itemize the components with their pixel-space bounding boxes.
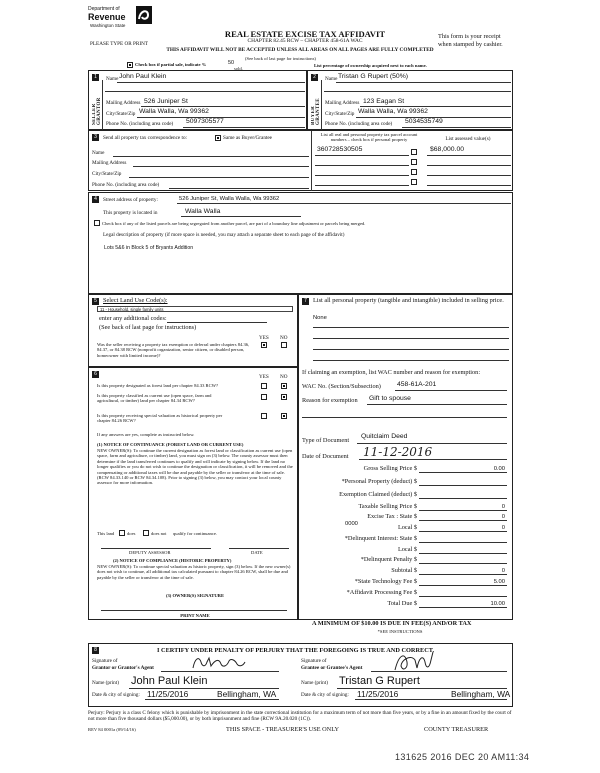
print-name-label: PRINT NAME <box>180 613 210 618</box>
seller-name[interactable]: John Paul Klein <box>119 73 167 80</box>
partial-sale-value[interactable]: 50 <box>228 60 235 66</box>
total-due-value[interactable]: 10.00 <box>490 601 505 607</box>
dept-line1: Department of <box>88 6 120 12</box>
tech-fee-value[interactable]: 5.00 <box>493 579 505 585</box>
dor-logo <box>88 6 158 34</box>
perjury-notice: Perjury: Perjury is a class C felony which is punishable by imprisonment in the state correctional institution for a maximum term of not more than five years, or by a fine in an amount fixed by the court of not more than five thousand dollars ($5,000.00), or by both imprisonment and fine (RCW 9A.20.020 (1C)). <box>88 710 512 723</box>
grantee-date-label: Date & city of signing: <box>301 692 349 698</box>
rev-code: REV 84 0001a (09/14/16) <box>88 727 136 732</box>
section-4-badge: 4 <box>92 196 99 203</box>
certify-statement: I CERTIFY UNDER PENALTY OF PERJURY THAT THE FOREGOING IS TRUE AND CORRECT. <box>157 647 435 654</box>
forest-yes-label: YES <box>259 374 269 380</box>
section-8-badge: 8 <box>92 647 99 654</box>
same-as-buyer-checkbox[interactable] <box>215 135 221 141</box>
section-6-badge: 6 <box>92 371 99 378</box>
forest-q3: Is this property receiving special valuation as historical property per chapter 84.26 RCW? <box>97 413 223 424</box>
doc-date-label: Date of Document <box>302 453 349 460</box>
subtotal-label: Subtotal $ <box>391 567 417 574</box>
buyer-mailing[interactable]: 123 Eagan St <box>363 98 405 105</box>
grantor-sig-label-1: Signature of <box>92 658 118 664</box>
land-does-not-label: does not <box>151 531 167 536</box>
personal-deduct-label: *Personal Property (deduct) $ <box>341 478 417 485</box>
partial-sale-label: Check box if partial sale, indicate % <box>135 62 207 67</box>
legal-description[interactable]: Lots 5&6 in Block 5 of Bryants Addition <box>104 245 194 251</box>
wac-value[interactable]: 458-61A-201 <box>397 381 437 388</box>
receipt-note-1: This form is your receipt <box>438 33 501 40</box>
gross-value[interactable]: 0.00 <box>493 466 505 472</box>
land-does-not-checkbox[interactable] <box>143 530 149 536</box>
buyer-phone-label: Phone No. (including area code) <box>325 121 393 127</box>
street-label: Street address of property: <box>103 197 158 203</box>
parcel-header: List all real and personal property tax parcel account numbers – check box if personal property <box>320 132 418 143</box>
grantee-sig-label-1: Signature of <box>301 658 327 664</box>
forest-if-yes: If any answers are yes, complete as instructed below. <box>97 432 195 437</box>
grantor-date-label: Date & city of signing: <box>92 692 140 698</box>
legal-label: Legal description of property (if more space is needed, you may attach a separate sheet to each page of the affidavit) <box>103 232 345 238</box>
seller-city-label: City/State/Zip <box>106 111 136 117</box>
section-2-buyer <box>307 70 513 130</box>
instructions-note: (See back of last page for instructions) <box>245 56 316 61</box>
seller-phone[interactable]: 5097305577 <box>186 118 224 125</box>
buyer-phone[interactable]: 5034535749 <box>405 118 443 125</box>
grantee-city[interactable]: Bellingham, WA <box>451 689 511 699</box>
forest-q1: Is this property designated as forest land per chapter 84.33 RCW? <box>97 383 219 388</box>
forest-q3-yes-checkbox[interactable] <box>261 413 267 419</box>
tax-city-label: City/State/Zip <box>92 171 122 177</box>
located-value[interactable]: Walla Walla <box>185 208 221 215</box>
local2-label: Local $ <box>397 546 417 553</box>
section-7-right <box>298 294 513 620</box>
land-use-label: Select Land Use Code(s): <box>103 297 168 304</box>
forest-q2-no-checkbox[interactable] <box>281 394 287 400</box>
forest-q2-yes-checkbox[interactable] <box>261 394 267 400</box>
receipt-note-2: when stamped by cashier. <box>438 41 503 48</box>
section-5-land-use <box>88 294 298 367</box>
owner-sig-label: (3) OWNER(S) SIGNATURE <box>165 593 225 598</box>
grantee-date[interactable]: 11/25/2016 <box>357 689 399 699</box>
parcel-2-personal-checkbox[interactable] <box>411 159 417 165</box>
personal-property-label: List all personal property (tangible and intangible) included in selling price. <box>313 297 504 304</box>
buyer-name-label: Name <box>325 76 338 82</box>
grantor-sig-label-2: Grantor or Grantor's Agent <box>92 665 154 671</box>
segregated-label: Check box if any of the listed parcels are being segregated from another parcel, are part of a boundary line adjustment or parcels being merged. <box>102 221 366 226</box>
land-use-see-back: (See back of last page for instructions) <box>99 324 197 331</box>
form-chapter: CHAPTER 82.45 RCW – CHAPTER 458-61A WAC <box>247 38 363 44</box>
taxable-label: Taxable Selling Price $ <box>358 503 417 510</box>
doc-date-value[interactable]: 11-12-2016 <box>363 445 433 459</box>
doc-type-label: Type of Document <box>302 437 350 444</box>
grantee-sig-label-2: Grantee or Grantee's Agent <box>301 665 363 671</box>
doc-type-value[interactable]: Quitclaim Deed <box>361 433 408 440</box>
section-4-property <box>88 192 513 294</box>
dor-logo-icon <box>136 6 152 24</box>
parcel-1-personal-checkbox[interactable] <box>411 149 417 155</box>
partial-sale-checkbox[interactable] <box>127 62 133 68</box>
tax-name-label: Name <box>92 150 105 156</box>
section-1-badge: 1 <box>92 74 99 81</box>
wac-label: WAC No. (Section/Subsection) <box>302 383 381 390</box>
tech-fee-label: *State Technology Fee $ <box>354 578 417 585</box>
excise-state-value[interactable]: 0 <box>501 514 505 520</box>
assessed-header: List assessed value(s) <box>445 136 491 142</box>
section-2-badge: 2 <box>311 74 318 81</box>
section-8-certification <box>88 643 513 707</box>
local-code[interactable]: 0000 <box>345 521 358 527</box>
additional-codes-label: enter any additional codes: <box>99 315 167 322</box>
grantor-name-label: Name (print) <box>92 680 119 686</box>
located-label: This property is located in <box>103 210 158 216</box>
exemption-no-checkbox[interactable] <box>281 342 287 348</box>
print-notice: PLEASE TYPE OR PRINT <box>90 41 148 47</box>
section-1-seller <box>88 70 307 130</box>
section-3-badge: 3 <box>92 134 99 141</box>
delinquent-penalty-label: *Delinquent Penalty $ <box>360 556 417 563</box>
forest-q2: Is this property classified as current use (open space, farm and agricultural, or timber) land per chapter 84.34 RCW? <box>97 393 212 404</box>
section-5-badge: 5 <box>92 298 99 305</box>
grantee-name-label: Name (print) <box>301 680 328 686</box>
grantor-name[interactable]: John Paul Klein <box>131 675 208 687</box>
grantor-city[interactable]: Bellingham, WA <box>217 689 277 699</box>
deputy-assessor-label: DEPUTY ASSESSOR <box>129 550 171 555</box>
exemption-deduct-label: Exemption Claimed (deduct) $ <box>339 491 417 498</box>
buyer-mailing-label: Mailing Address <box>325 100 360 106</box>
deputy-date-label: DATE <box>251 550 263 555</box>
buyer-side-label: BUYER GRANTEE <box>311 98 321 125</box>
exemption-question: Was the seller receiving a property tax exemption or deferral under chapters 84.36, 84.37, or 84.38 RCW (nonprofit organization, senior citizen, or disabled person, homeowner with limited income)? <box>97 342 250 358</box>
grantor-date[interactable]: 11/25/2016 <box>147 689 189 699</box>
seller-name-label: Name <box>106 76 119 82</box>
notice1-title: (1) NOTICE OF CONTINUANCE (FOREST LAND OR CURRENT USE) <box>97 442 244 447</box>
dept-line2: Revenue <box>88 12 126 22</box>
subtotal-value[interactable]: 0 <box>501 568 505 574</box>
personal-property-value[interactable]: None <box>313 315 327 321</box>
gross-label: Gross Selling Price $ <box>363 465 417 472</box>
tax-mailing-label: Mailing Address <box>92 160 127 166</box>
taxable-value[interactable]: 0 <box>501 504 505 510</box>
exemption-claim-label: If claiming an exemption, list WAC number and reason for exemption: <box>302 369 481 376</box>
seller-mailing[interactable]: 526 Juniper St <box>144 98 188 105</box>
ownership-label: List percentage of ownership acquired next to each name. <box>314 63 427 68</box>
county-treasurer: COUNTY TREASURER <box>424 726 489 733</box>
forest-q1-yes-checkbox[interactable] <box>261 383 267 389</box>
see-instructions: *SEE INSTRUCTIONS <box>377 629 423 634</box>
qualify-label: qualify for continuance. <box>173 531 218 536</box>
section-3-tax-correspondence <box>88 130 513 191</box>
minimum-note: A MINIMUM OF $10.00 IS DUE IN FEE(S) AND/OR TAX <box>312 620 472 627</box>
local-value[interactable]: 0 <box>501 525 505 531</box>
seller-city[interactable]: Walla Walla, Wa 99362 <box>139 108 209 115</box>
street-address[interactable]: 526 Juniper St, Walla Walla, Wa 99362 <box>179 196 280 202</box>
dept-line3: Washington State <box>90 23 126 28</box>
parcel-number[interactable]: 360728530505 <box>317 146 363 153</box>
land-does-checkbox[interactable] <box>119 530 125 536</box>
land-use-code-select[interactable]: 11 - Household, single family units <box>97 306 293 312</box>
local-label: Local $ <box>397 524 417 531</box>
form-title: REAL ESTATE EXCISE TAX AFFIDAVIT <box>224 29 386 39</box>
forest-no-label: NO <box>280 374 288 380</box>
delinquent-interest-label: *Delinquent Interest: State $ <box>344 535 417 542</box>
processing-fee-label: *Affidavit Processing Fee $ <box>346 589 417 596</box>
land-does-label: does <box>127 531 136 536</box>
forest-q3-no-checkbox[interactable] <box>281 413 287 419</box>
land-use-yes-label: YES <box>259 335 269 341</box>
total-due-label: Total Due $ <box>387 600 417 607</box>
buyer-city[interactable]: Walla Walla, Wa 99362 <box>358 108 428 115</box>
land-use-no-label: NO <box>280 335 288 341</box>
section-7-badge: 7 <box>302 298 309 305</box>
seller-mailing-label: Mailing Address <box>106 100 141 106</box>
partial-sale-suffix: sold. <box>234 66 243 71</box>
send-tax-label: Send all property tax correspondence to: <box>103 135 187 141</box>
parcel-4-personal-checkbox[interactable] <box>411 179 417 185</box>
buyer-name[interactable]: Tristan G Rupert (50%) <box>338 73 409 80</box>
grantee-name[interactable]: Tristan G Rupert <box>339 675 420 687</box>
excise-state-label: Excise Tax : State $ <box>367 513 417 520</box>
seller-phone-label: Phone No. (including area code) <box>106 121 174 127</box>
treasurer-space: THIS SPACE - TREASURER'S USE ONLY <box>226 726 339 733</box>
forest-q1-no-checkbox[interactable] <box>281 383 287 389</box>
treasurer-stamp: 131625 2016 DEC 20 AM11:34 <box>395 752 530 762</box>
segregated-checkbox[interactable] <box>94 220 100 226</box>
exemption-reason[interactable]: Gift to spouse <box>369 395 411 402</box>
exemption-reason-label: Reason for exemption <box>302 397 358 404</box>
accept-notice: THIS AFFIDAVIT WILL NOT BE ACCEPTED UNLESS ALL AREAS ON ALL PAGES ARE FULLY COMPLETED <box>166 47 434 53</box>
assessed-value[interactable]: $68,000.00 <box>430 146 465 153</box>
tax-phone-label: Phone No. (including area code) <box>92 182 160 188</box>
section-6-forest <box>88 367 298 620</box>
seller-side-label: SELLER GRANTOR <box>92 97 102 125</box>
notice2-body: NEW OWNER(S): To continue special valuation as historic property, sign (3) below. If the new owner(s) does not wish to continue, all additional tax calculated pursuant to chapter 84.26 RCW, shall be due and payable by the seller or transferor at the time of sale. <box>97 564 291 580</box>
notice2-title: (2) NOTICE OF COMPLIANCE (HISTORIC PROPERTY) <box>113 558 232 563</box>
notice1-body: NEW OWNER(S): To continue the current designation as forest land or classification as current use (open space, farm and agriculture, or timber) land, you must sign on (3) below. The county assessor must then determine if the land transferred continues to qualify and will indicate by signing below. If the land no longer qualifies or you do not wish to continue the designation or classification, it will be removed and the compensating or additional taxes will be due and payable by the seller or transferor at the time of sale. (RCW 84.33.140 or RCW 84.34.108). Prior to signing (3) below, you may contact your local county assessor for more information. <box>97 448 293 486</box>
this-land-label: This land <box>97 531 115 536</box>
parcel-3-personal-checkbox[interactable] <box>411 169 417 175</box>
buyer-city-label: City/State/Zip <box>325 111 355 117</box>
same-as-buyer-label: Same as Buyer/Grantee <box>223 135 272 141</box>
exemption-yes-checkbox[interactable] <box>261 342 267 348</box>
